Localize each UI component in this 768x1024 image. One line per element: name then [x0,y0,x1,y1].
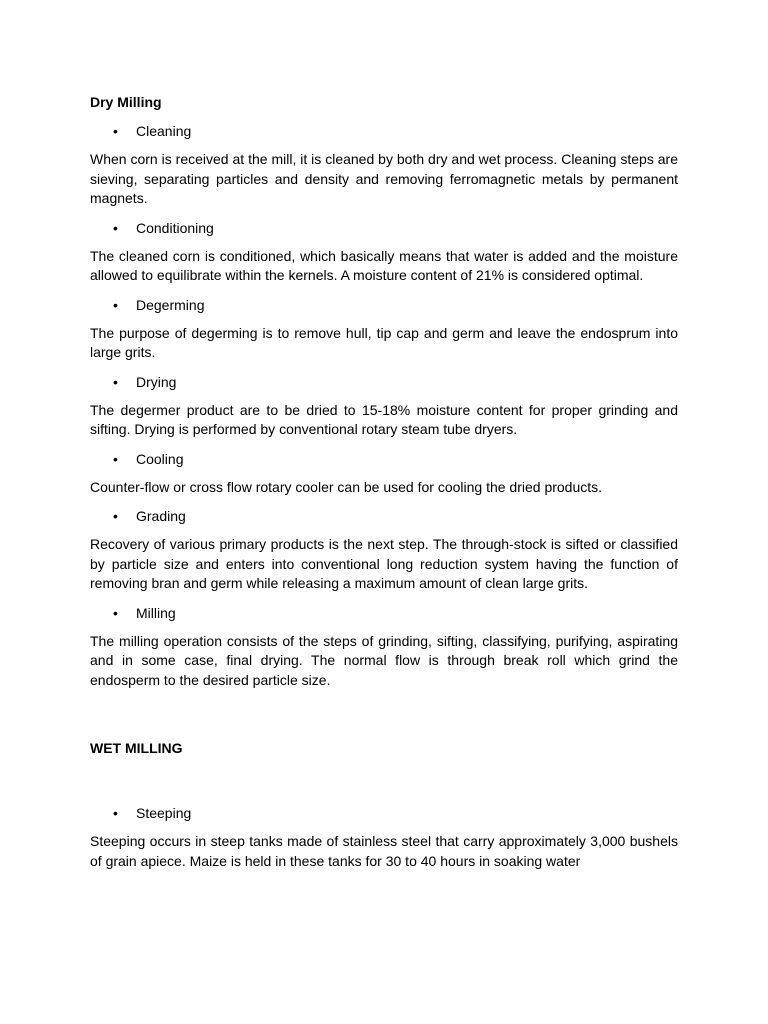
document-content [90,92,678,880]
bullet-item-steeping [90,803,678,823]
bullet-item-cooling [90,449,678,469]
heading-wet-milling: WET MILLING [90,740,183,756]
bullet-dot: • [113,219,118,236]
bullet-label: Cleaning [136,123,192,139]
bullet-label: Degerming [136,296,205,313]
bullet-item-milling [90,603,678,623]
bullet-dot: • [113,604,118,621]
heading-dry-milling: Dry Milling [90,94,162,110]
paragraph-grading: Recovery of various primary products is the next step. The through-stock is sifted or classified by particle size and enters into conventional long reduction system having the function of removing bran and germ while releasing a maximum amount of clean large grits. [90,536,678,591]
section-spacer [90,699,678,738]
bullet-label: Grading [136,508,186,524]
paragraph-cooling: Counter-flow or cross flow rotary cooler can be used for cooling the dried products. [90,478,603,495]
bullet-label: Steeping [136,805,192,821]
bullet-label: Cooling [136,450,184,467]
bullet-dot: • [113,123,118,139]
paragraph-milling: The milling operation consists of the steps of grinding, sifting, classifying, purifying, aspirating and in some case, final drying. The normal flow is through break roll which grind the endosperm to the desired particle size. [90,632,678,688]
paragraph-degerming: The purpose of degerming is to remove hull, tip cap and germ and leave the endosprum into large grits. [90,324,678,360]
paragraph-drying: The degermer product are to be dried to 15-18% moisture content for proper grinding and sifting. Drying is performed by conventional rotary steam tube dryers. [90,401,678,437]
bullet-item-grading [90,506,678,526]
paragraph-conditioning: The cleaned corn is conditioned, which basically means that water is added and the moisture allowed to equilibrate within the kernels. A moisture content of 21% is considered optimal. [90,247,678,283]
bullet-item-degerming [90,295,678,315]
bullet-dot: • [113,296,118,313]
bullet-dot: • [113,373,118,390]
paragraph-cleaning: When corn is received at the mill, it is cleaned by both dry and wet process. Cleaning steps are sieving, separating particles and density and removing ferromagnetic metals by permanent magnets. [90,151,678,206]
section-spacer [90,758,678,794]
bullet-label: Milling [136,604,176,621]
paragraph-steeping: Steeping occurs in steep tanks made of stainless steel that carry approximately 3,000 bushels of grain apiece. Maize is held in these tanks for 30 to 40 hours in soaking water [90,833,678,869]
bullet-label: Drying [136,373,177,390]
bullet-label: Conditioning [136,219,214,236]
bullet-item-drying [90,372,678,392]
bullet-dot: • [113,508,118,524]
bullet-item-conditioning [90,218,678,238]
bullet-dot: • [113,450,118,467]
bullet-item-cleaning [90,121,678,141]
bullet-dot: • [113,805,118,821]
